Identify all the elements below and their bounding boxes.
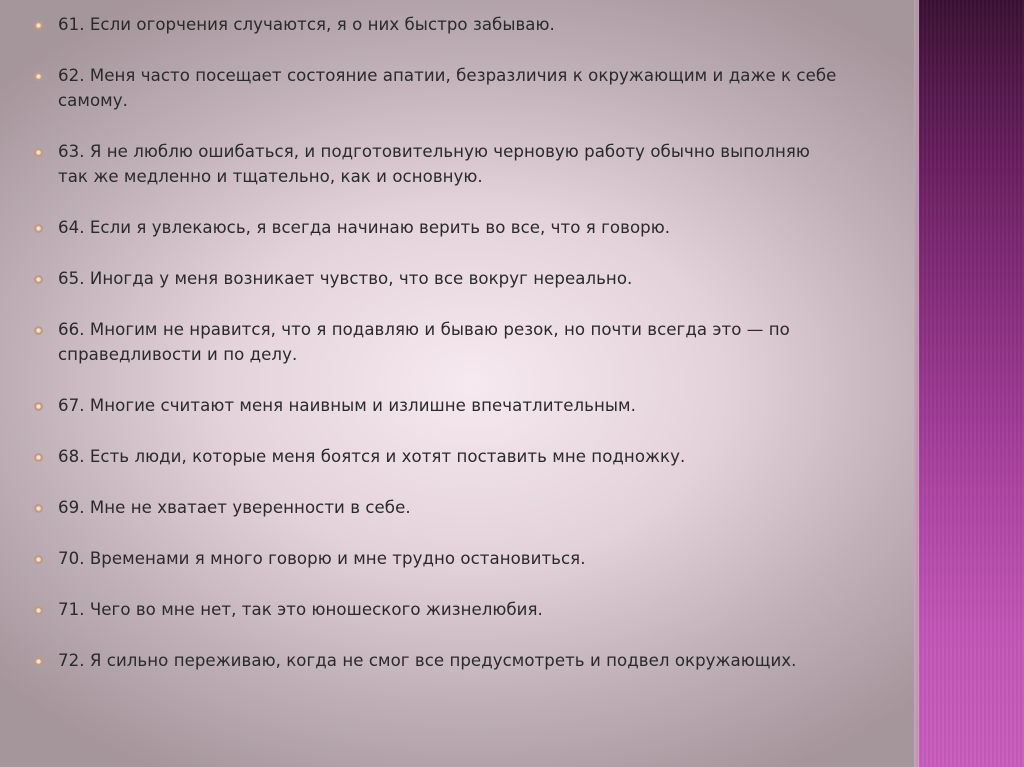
list-item	[34, 393, 840, 418]
statement-text: 67. Многие считают меня наивным и излишне впечатлительным.	[58, 396, 636, 415]
list-item	[34, 444, 840, 469]
bullet-icon	[34, 504, 43, 513]
statement-text: 65. Иногда у меня возникает чувство, что все вокруг нереально.	[58, 269, 633, 288]
statement-text: 71. Чего во мне нет, так это юношеского жизнелюбия.	[58, 600, 543, 619]
statement-text: 68. Есть люди, которые меня боятся и хотят поставить мне подножку.	[58, 447, 686, 466]
decorative-side-bar	[914, 0, 1024, 767]
list-item	[34, 546, 840, 571]
list-item	[34, 266, 840, 291]
bullet-icon	[34, 148, 43, 157]
bullet-icon	[34, 21, 43, 30]
statement-text: 72. Я сильно переживаю, когда не смог все предусмотреть и подвел окружающих.	[58, 651, 797, 670]
statement-text: 61. Если огорчения случаются, я о них быстро забываю.	[58, 15, 555, 34]
bullet-icon	[34, 224, 43, 233]
list-item	[34, 12, 840, 37]
bullet-icon	[34, 402, 43, 411]
list-item	[34, 215, 840, 240]
statement-text: 62. Меня часто посещает состояние апатии, безразличия к окружающим и даже к себе самому.	[58, 66, 837, 110]
statement-list	[34, 12, 840, 699]
bullet-icon	[34, 453, 43, 462]
bullet-icon	[34, 326, 43, 335]
statement-text: 63. Я не люблю ошибаться, и подготовительную черновую работу обычно выполняю так же медленно и тщательно, как и основную.	[58, 142, 810, 186]
statement-text: 69. Мне не хватает уверенности в себе.	[58, 498, 411, 517]
bullet-icon	[34, 657, 43, 666]
list-item	[34, 648, 840, 673]
statement-text: 70. Временами я много говорю и мне трудно остановиться.	[58, 549, 586, 568]
list-item	[34, 63, 840, 113]
bullet-icon	[34, 606, 43, 615]
bullet-icon	[34, 275, 43, 284]
list-item	[34, 139, 840, 189]
statement-text: 64. Если я увлекаюсь, я всегда начинаю верить во все, что я говорю.	[58, 218, 671, 237]
bullet-icon	[34, 72, 43, 81]
statement-text: 66. Многим не нравится, что я подавляю и бываю резок, но почти всегда это — по справедливости и по делу.	[58, 320, 790, 364]
bullet-icon	[34, 555, 43, 564]
list-item	[34, 597, 840, 622]
list-item	[34, 317, 840, 367]
list-item	[34, 495, 840, 520]
